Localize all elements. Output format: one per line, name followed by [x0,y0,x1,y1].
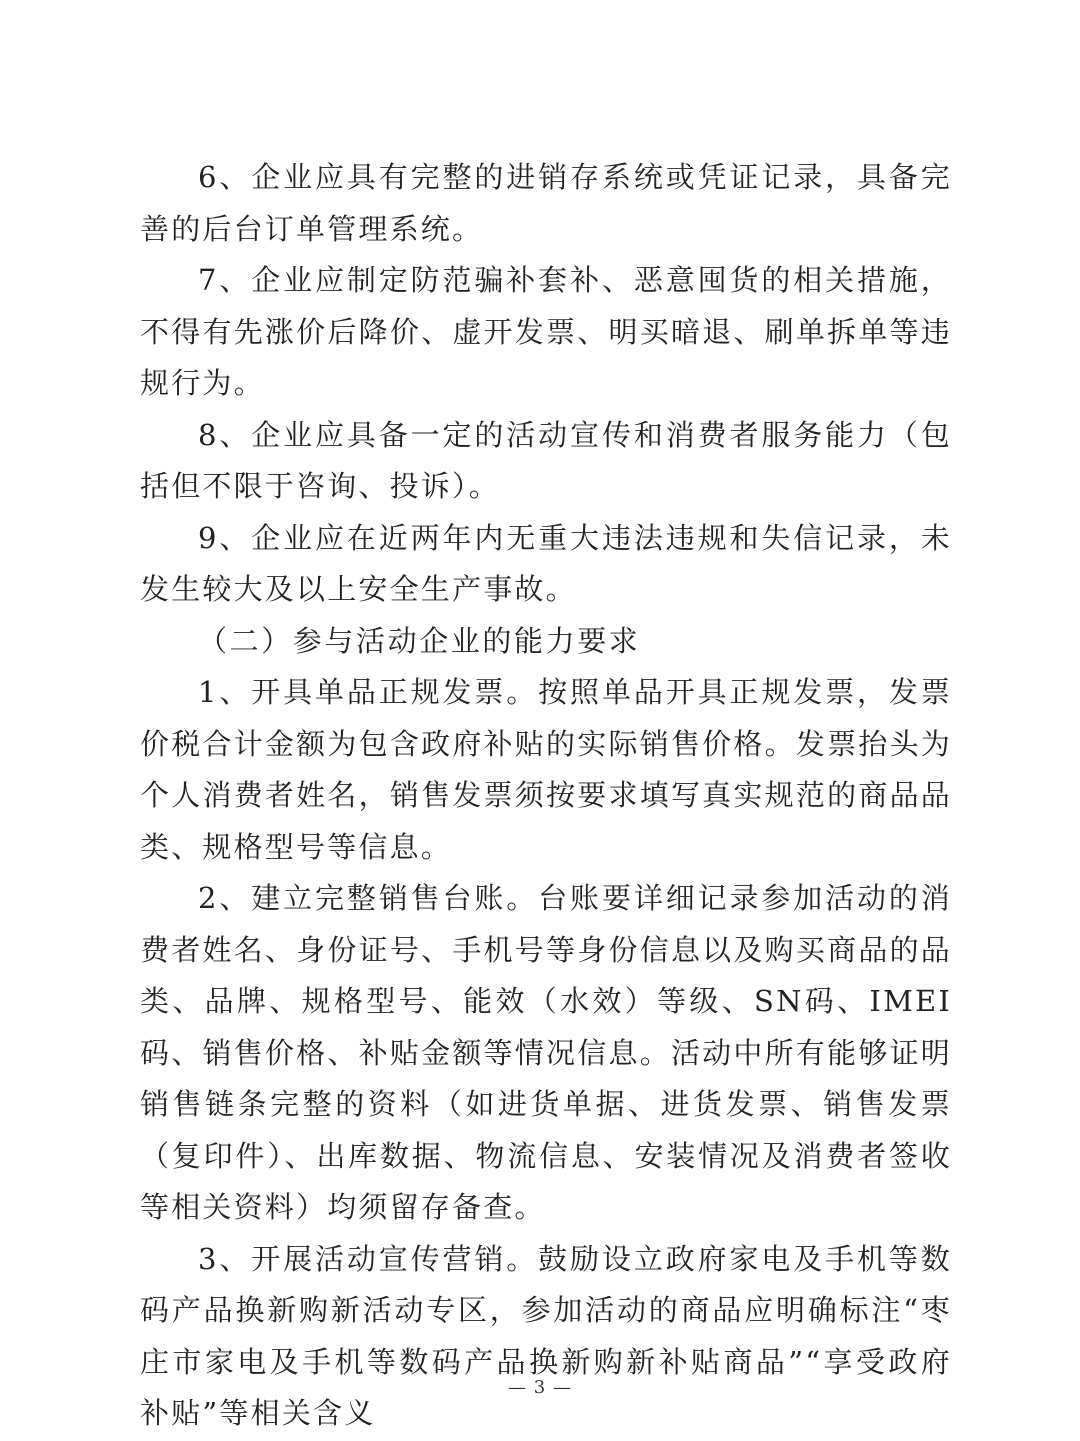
requirement-item-2: 2、建立完整销售台账。台账要详细记录参加活动的消费者姓名、身份证号、手机号等身份信息以及购买商品的品类、品牌、规格型号、能效（水效）等级、SN码、IMEI码、销售价格、补贴金额等情况信息。活动中所有能够证明销售链条完整的资料（如进货单据、进货发票、销售发票（复印件）、出库数据、物流信息、安装情况及消费者签收等相关资料）均须留存备查。 [140,881,952,1224]
document-body [140,152,952,1440]
paragraph-item-8: 8、企业应具备一定的活动宣传和消费者服务能力（包括但不限于咨询、投诉）。 [140,417,952,503]
requirement-item-1: 1、开具单品正规发票。按照单品开具正规发票，发票价税合计金额为包含政府补贴的实际销售价格。发票抬头为个人消费者姓名，销售发票须按要求填写真实规范的商品品类、规格型号等信息。 [140,675,952,864]
section-heading: （二）参与活动企业的能力要求 [198,623,641,658]
paragraph-item-6: 6、企业应具有完整的进销存系统或凭证记录，具备完善的后台订单管理系统。 [140,160,952,246]
page-number: — 3 — [508,1377,572,1398]
requirement-item-3: 3、开展活动宣传营销。鼓励设立政府家电及手机等数码产品换新购新活动专区，参加活动的商品应明确标注“枣庄市家电及手机等数码产品换新购新补贴商品”“享受政府补贴”等相关含义 [140,1241,952,1430]
paragraph-item-7: 7、企业应制定防范骗补套补、恶意囤货的相关措施，不得有先涨价后降价、虚开发票、明买暗退、刷单拆单等违规行为。 [140,263,952,400]
paragraph-item-9: 9、企业应在近两年内无重大违法违规和失信记录，未发生较大及以上安全生产事故。 [140,520,952,606]
